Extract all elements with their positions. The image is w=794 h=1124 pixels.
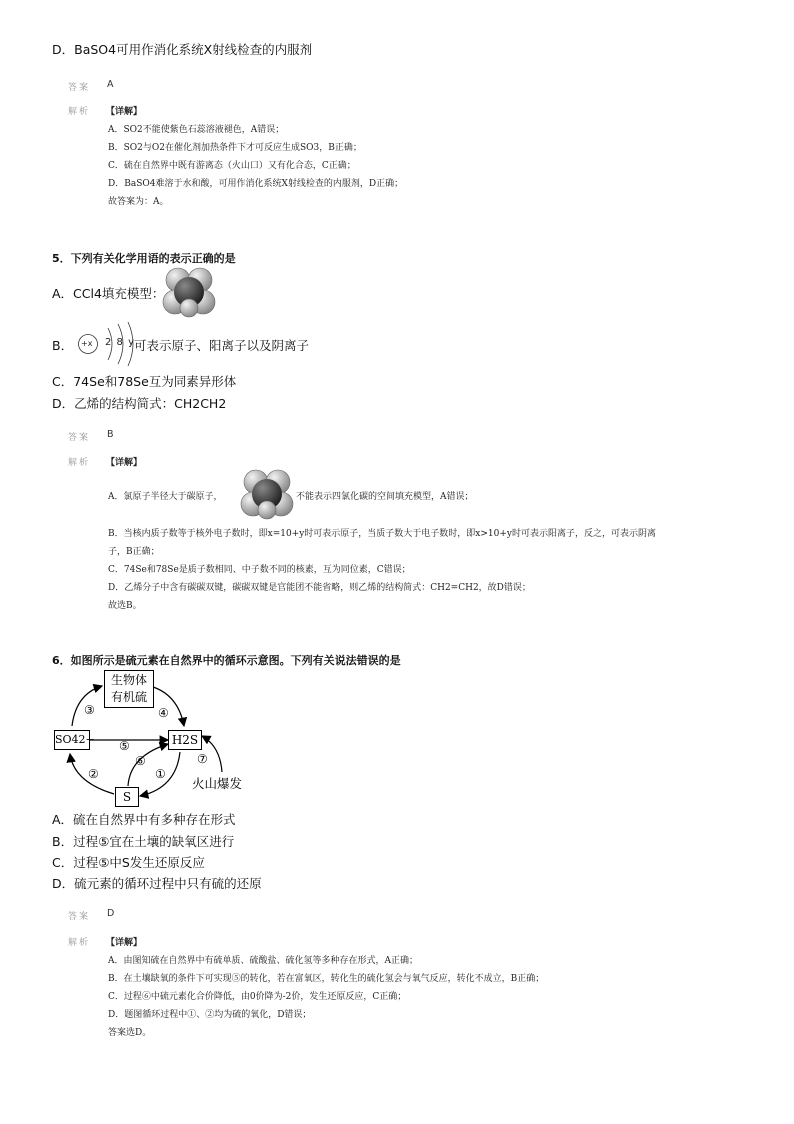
q6-title: 6．如图所示是硫元素在自然界中的循环示意图。下列有关说法错误的是 — [52, 654, 401, 667]
q6-option-b: B．过程⑤宜在土壤的缺氧区进行 — [52, 834, 235, 849]
organic-sulfur-box — [104, 670, 154, 708]
q4-analysis-label: 解析 — [68, 107, 91, 117]
step-4-label: ④ — [158, 706, 169, 720]
q6-line-b: B．在土壤缺氧的条件下可实现⑤的转化，若在富氧区，转化生的硫化氢会与氧气反应，转化不成立，B正确； — [108, 974, 545, 984]
q5-line-b1: B．当核内质子数等于核外电子数时，即x=10+y时可表示原子，当质子数大于电子数时，即x>10+y时可表示阳离子，反之，可表示阴离 — [108, 529, 657, 539]
q5-option-c: C．74Se和78Se互为同素异形体 — [52, 374, 237, 389]
q5-option-b-prefix: B． — [52, 338, 74, 353]
q6-conclusion: 答案选D。 — [108, 1028, 152, 1038]
q5-analysis-label: 解析 — [68, 458, 91, 468]
q6-detail-label: 【详解】 — [106, 938, 143, 948]
volcano-label: 火山爆发 — [192, 776, 243, 791]
hydrogen-sulfide-box: H2S — [168, 730, 202, 750]
q4-line-b: B．SO2与O2在催化剂加热条件下才可反应生成SO3，B正确； — [108, 143, 362, 153]
q5-line-a-suffix: 不能表示四氯化碳的空间填充模型，A错误； — [296, 492, 474, 502]
q5-answer: B — [107, 429, 114, 440]
q5-detail-label: 【详解】 — [106, 458, 143, 468]
q6-line-c: C．过程⑥中硫元素化合价降低，由0价降为-2价，发生还原反应，C正确； — [108, 992, 407, 1002]
q4-line-c: C．硫在自然界中既有游离态（火山口）又有化合态，C正确； — [108, 161, 356, 171]
q5-option-a: A．CCl4填充模型： — [52, 286, 165, 301]
q4-option-d: D．BaSO4可用作消化系统X射线检查的内服剂 — [52, 42, 313, 57]
q4-conclusion: 故答案为：A。 — [108, 197, 169, 207]
q4-answer: A — [107, 79, 114, 90]
atom-nucleus-label: +x — [81, 339, 93, 348]
q6-option-c: C．过程⑤中S发生还原反应 — [52, 855, 205, 870]
q6-line-d: D．题图循环过程中①、②均为硫的氧化，D错误； — [108, 1010, 312, 1020]
q6-analysis-label: 解析 — [68, 938, 91, 948]
q5-line-c: C．74Se和78Se是质子数相同、中子数不同的核素，互为同位素，C错误； — [108, 565, 411, 575]
step-2-label: ② — [88, 767, 99, 781]
step-1-label: ① — [155, 767, 166, 781]
step-7-label: ⑦ — [197, 752, 208, 766]
ccl4-spacefill-model — [160, 266, 218, 318]
organic-sulfur-line2: 有机硫 — [110, 690, 147, 704]
step-3-label: ③ — [84, 703, 95, 717]
q5-conclusion: 故选B。 — [108, 601, 142, 611]
q5-line-a-prefix: A．氯原子半径大于碳原子， — [108, 492, 223, 502]
sulfate-box: SO42− — [54, 730, 90, 750]
q6-option-d: D．硫元素的循环过程中只有硫的还原 — [52, 876, 262, 891]
q5-option-d: D．乙烯的结构简式：CH2CH2 — [52, 396, 227, 411]
q5-answer-label: 答案 — [68, 433, 91, 443]
q5-title: 5．下列有关化学用语的表示正确的是 — [52, 252, 236, 265]
q6-line-a: A．由图知硫在自然界中有硫单质、硫酸盐、硫化氢等多种存在形式，A正确； — [108, 956, 419, 966]
step-5-label: ⑤ — [119, 739, 130, 753]
q5-option-b-text: 可表示原子、阳离子以及阴离子 — [134, 338, 310, 353]
q4-line-a: A．SO2不能使紫色石蕊溶液褪色，A错误； — [108, 125, 285, 135]
sulfur-box: S — [115, 787, 139, 807]
step-6-label: ⑥ — [135, 754, 146, 768]
q6-answer: D — [107, 908, 115, 919]
q5-line-b2: 子，B正确； — [108, 547, 160, 557]
q6-answer-label: 答案 — [68, 912, 91, 922]
q4-detail-label: 【详解】 — [106, 107, 143, 117]
q5-line-d: D．乙烯分子中含有碳碳双键，碳碳双键是官能团不能省略，则乙烯的结构简式：CH2=CH2，故D错误； — [108, 583, 531, 593]
ccl4-spacefill-model-analysis — [238, 468, 296, 520]
q4-answer-label: 答案 — [68, 83, 91, 93]
q6-option-a: A．硫在自然界中有多种存在形式 — [52, 812, 236, 827]
q4-line-d: D．BaSO4难溶于水和酸，可用作消化系统X射线检查的内服剂，D正确； — [108, 179, 404, 189]
organic-sulfur-line1: 生物体 — [110, 673, 147, 687]
atom-shell-labels: 2 8 y — [105, 337, 134, 348]
